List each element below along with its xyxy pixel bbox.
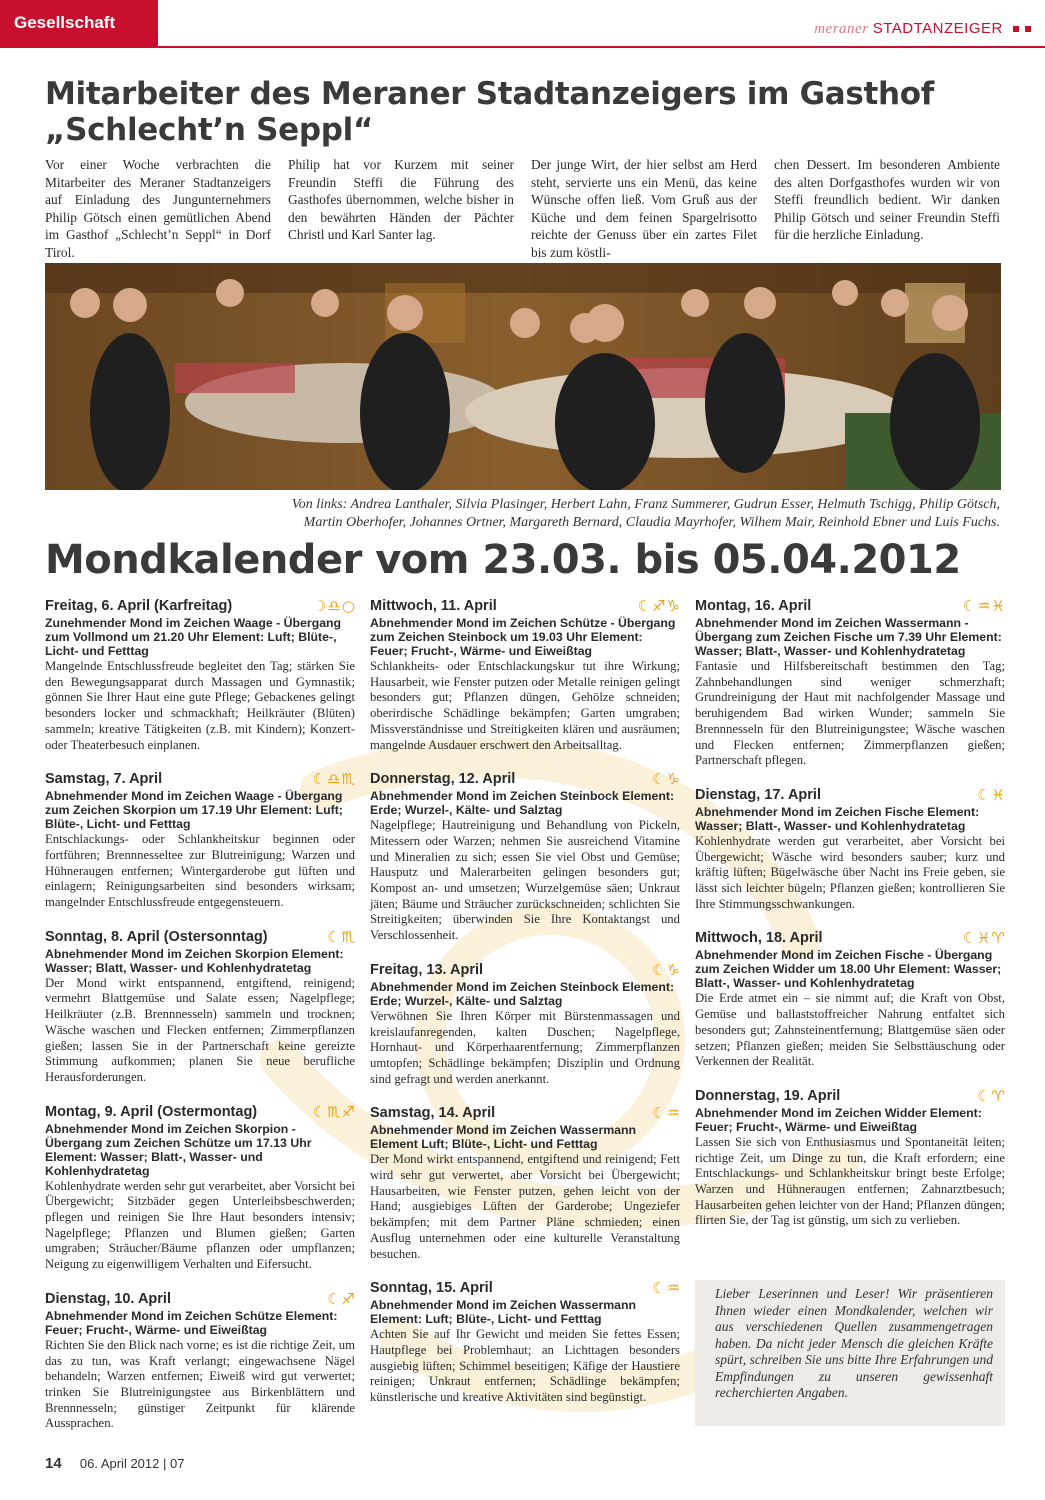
calendar-title: Mondkalender vom 23.03. bis 05.04.2012 <box>45 537 961 583</box>
brand-square-icon <box>1013 26 1019 32</box>
article-title-line1: Mitarbeiter des Meraner Stadtanzeigers im Gasthof <box>45 76 934 112</box>
waning-moon-icon: ☾ <box>977 1086 991 1105</box>
entry-text: Entschlackungs- oder Schlankheitskur beginnen oder fortführen; Brennnesseltee zur Blutreinigung; Warzen und Hühneraugen entfernen; Wintergarderobe gut lüften und einlagern; Reinigungsarbeiten sind besonders wirksam; mangelnder Entschlussfreude entgegensteuern. <box>45 832 355 910</box>
caption-line1: Von links: Andrea Lanthaler, Silvia Plasinger, Herbert Lahn, Franz Summerer, Gudrun Esser, Helmuth Tschigg, Philip Götsch, <box>291 497 1000 512</box>
entry-header <box>695 785 1005 805</box>
calendar-entry <box>45 769 355 911</box>
entry-subtitle: Abnehmender Mond im Zeichen Wassermann Element Luft; Blüte-, Licht- und Fetttag <box>370 1123 637 1152</box>
entry-icons <box>327 929 355 945</box>
article-column-4: chen Dessert. Im besonderen Ambiente des alten Dorfgasthofes wurden wir von Steffi freundlich bedient. Wir danken Philip Götsch und seiner Freundin Steffi für die herzliche Einladung. <box>774 157 1000 243</box>
entry-text: Achten Sie auf Ihr Gewicht und meiden Sie fettes Essen; Hautpflege bei Problemhaut; an Lichttagen besonders ausgiebig lüften; Schimmel beseitigen; Käfige der Haustiere reinigen; Unkraut entfernen; Schädlinge bekämpfen; künstlerische und kreative Aktivitäten sind begünstigt. <box>370 1327 680 1405</box>
aries-icon: ♈ <box>991 929 1005 948</box>
entry-icons <box>327 1291 355 1307</box>
calendar-entry <box>45 596 355 753</box>
entry-text: Richten Sie den Blick nach vorne; es ist die richtige Zeit, um das zu tun, was Kraft verlangt; eingewachsene Nägel behandeln; Warzen entfernen; Eiweiß wird gut verwertet; trinken Sie Blutreinigungstee aus Birkenblättern und Brennnesseln; günstiger Zeitpunkt für klärende Aussprachen. <box>45 1337 355 1431</box>
entry-header <box>370 596 680 616</box>
page-footer <box>45 1455 184 1472</box>
entry-icons <box>963 930 1005 946</box>
waning-moon-icon: ☾ <box>652 960 666 979</box>
entry-text: Die Erde atmet ein – sie nimmt auf; die Kraft von Obst, Gemüse und ballaststoffreicher Nahrung entfaltet sich besonders gut; Zahnsteinentfernung; Blattgemüse säen oder setzen; Pflanzen gießen; meiden Sie Selbsttäuschung oder Verkennen der Realität. <box>695 991 1005 1069</box>
waning-moon-icon: ☾ <box>962 597 977 615</box>
waning-moon-icon: ☾ <box>327 927 341 946</box>
entry-text: Fantasie und Hilfsbereitschaft bestimmen den Tag; Zahnbehandlungen sind weniger schmerzhaft; Grundreinigung der Haut mit nachfolgender Massage und beruhigendem Bad wirken Wunder; sammeln Sie Brennnesseln für den Blutreinigungstee; Wäsche waschen und Flecken entfernen; Zimmerpflanzen gießen; Partnerschaft pflegen. <box>695 659 1005 768</box>
aries-icon: ♈ <box>991 1086 1005 1105</box>
waning-moon-icon: ☾ <box>652 1279 666 1298</box>
waning-moon-icon: ☾ <box>312 770 327 789</box>
waning-moon-icon: ☾ <box>962 929 977 948</box>
header-rule <box>0 46 1045 48</box>
section-tab <box>0 0 158 46</box>
entry-icons <box>977 1088 1005 1104</box>
entry-text: Kohlenhydrate werden sehr gut verarbeitet, aber Vorsicht bei Übergewicht; Sitzbäder gegen Unterleibsbeschwerden; pflegen und reinigen Sie Ihre Haut besonders intensiv; Nagelpflege; Pflanzen und Blumen gießen; Garten umgraben; Sträucher/Bäume pflanzen oder umpflanzen; Neigung zu eigenwilligem Verhalten und Eifersucht. <box>45 1178 355 1272</box>
entry-icons <box>313 771 355 787</box>
photo-caption <box>120 496 1000 532</box>
entry-subtitle: Abnehmender Mond im Zeichen Fische - Übergang zum Zeichen Widder um 18.00 Uhr Element: Wasser; Blatt-, Wasser- und Kohlenhydratetag <box>695 948 1002 991</box>
calendar-entry <box>695 596 1005 769</box>
calendar-entry <box>370 769 680 944</box>
entry-subtitle: Abnehmender Mond im Zeichen Schütze - Übergang zum Zeichen Steinbock um 19.03 Uhr Element: Feuer; Frucht-, Wärme- und Eiweißtag <box>370 616 676 658</box>
entry-date: Samstag, 14. April <box>370 1105 496 1122</box>
calendar-entry <box>695 928 1005 1070</box>
entry-subtitle: Abnehmender Mond im Zeichen Skorpion - Übergang zum Zeichen Schütze um 17.13 Uhr Element: Wasser; Blatt-, Wasser- und Kohlenhydratetag <box>45 1121 312 1178</box>
entry-date: Mittwoch, 18. April <box>695 930 823 947</box>
entry-icons <box>652 1105 680 1121</box>
entry-text: Der Mond wirkt entspannend, entgiftend, reinigend; vermehrt Blattgemüse und Salate essen; Nagelpflege; Heilkräuter (z.B. Brennnesseln) sammeln und trocknen; Wäsche waschen und Flecken entfernen; Zimmerpflanzen gießen; lassen Sie in der Partnerschaft keine gereizte Stimmung aufkommen; planen Sie neue berufliche Herausforderungen. <box>45 975 355 1084</box>
entry-date: Donnerstag, 12. April <box>370 771 516 788</box>
entry-subtitle: Zunehmender Mond im Zeichen Waage - Übergang zum Vollmond um 21.20 Uhr Element: Luft; Blüte-, Licht- und Fetttag <box>45 616 342 658</box>
waxing-moon-icon: ☽ <box>313 597 327 615</box>
brand-square-icon <box>1025 26 1031 32</box>
entry-icons <box>963 598 1005 614</box>
calendar-entry <box>370 960 680 1088</box>
entry-subtitle: Abnehmender Mond im Zeichen Fische Element: Wasser; Blatt-, Wasser- und Kohlenhydratetag <box>695 804 980 833</box>
scorpio-icon: ♏ <box>341 927 355 946</box>
entry-subtitle: Abnehmender Mond im Zeichen Wassermann - Übergang zum Zeichen Fische um 7.39 Uhr Element: Wasser; Blatt-, Wasser- und Kohlenhydratetag <box>695 616 1002 658</box>
entry-text: Kohlenhydrate werden gut verarbeitet, aber Vorsicht bei Übergewicht; Wäsche wird besonders sauber; kurz und kräftig lüften; Bügelwäsche über Nacht ins Freie geben, sie lässt sich leichter bügeln; Pflanzen gießen; kontrollieren Sie Ihre Stimmungsschwankungen. <box>695 833 1005 911</box>
calendar-entry <box>45 1289 355 1432</box>
entry-icons <box>652 1280 680 1296</box>
entry-text: Mangelnde Entschlussfreude begleitet den Tag; stärken Sie den Bewegungsapparat durch Massagen und Gymnastik; gönnen Sie Ihrer Haut eine gute Pflege; Gebackenes gelingt besonders locker und schmackhaft; Heilkräuter (Blüten) sammeln; kreative Tätigkeiten (z.B. mit Kindern); Konzert- oder Theaterbesuch einplanen. <box>45 659 355 752</box>
entry-header <box>45 1102 355 1122</box>
entry-header <box>370 769 680 789</box>
section-label: Gesellschaft <box>14 13 116 32</box>
entry-text: Der Mond wirkt entspannend, entgiftend und reinigend; Fett wird sehr gut verwertet, aber Vorsicht bei Übergewicht; Hausarbeiten, wie Fenster putzen, gehen leicht von der Hand; ausgiebiges Lüften der Garderobe; Ungeziefer bekämpfen; mit dem Partner Pläne schmieden; einen Ausflug unternehmen oder eine kulturelle Veranstaltung besuchen. <box>370 1152 680 1261</box>
waning-moon-icon: ☾ <box>327 1289 341 1308</box>
entry-subtitle: Abnehmender Mond im Zeichen Steinbock Element: Erde; Wurzel-, Kälte- und Salztag <box>370 979 675 1008</box>
caption-line2: Martin Oberhofer, Johannes Ortner, Margareth Bernard, Claudia Mayrhofer, Wilhem Mair, Reinhold Ebner und Luis Fuchs. <box>303 515 1000 530</box>
waning-moon-icon: ☾ <box>312 1102 327 1121</box>
entry-date: Montag, 16. April <box>695 598 812 614</box>
article-column-3: Der junge Wirt, der hier selbst am Herd steht, servierte uns ein Menü, das keine Wünsche offen ließ. Vom Gruß aus der Küche und dem feinen Spargelrisotto reichte der Genuss über ein zartes Filet bis zum köstli- <box>531 157 757 260</box>
entry-subtitle: Abnehmender Mond im Zeichen Schütze Element: Feuer; Frucht-, Wärme- und Eiweißtag <box>45 1308 338 1337</box>
reader-note: Lieber Leserinnen und Leser! Wir präsentieren Ihnen wieder einen Mondkalender, welchen wir aus verschiedenen Quellen zusammengetragen haben. Da nicht jeder Mensch die gleichen Kräfte spürt, schreiben Sie uns bitte Ihre Erfahrungen und Empfindungen zu unseren gewissenhaft recherchierten Angaben. <box>695 1280 1005 1426</box>
calendar-column-3 <box>695 596 1005 1245</box>
entry-date: Donnerstag, 19. April <box>695 1087 841 1104</box>
calendar-entry <box>370 1278 680 1406</box>
entry-icons <box>652 962 680 978</box>
libra-icon: ♎ <box>327 597 341 615</box>
aquarius-icon: ♒ <box>977 597 991 615</box>
brand-caps: STADTANZEIGER <box>872 20 1003 37</box>
entry-text: Nagelpflege; Hautreinigung und Behandlung von Pickeln, Mitessern oder Warzen; nehmen Sie ausreichend Vitamine und Mineralien zu sich; essen Sie viel Obst und Gemüse; Hausputz und Malerarbeiten gelingen besonders gut; Kompost an- und umsetzen; Wurzelgemüse säen; Unkraut jäten; Bäume und Sträucher zurückschneiden; schlichten Sie Streitigkeiten; überwinden Sie Ihre Kontaktangst und Verschlossenheit. <box>370 818 680 943</box>
entry-date: Sonntag, 8. April (Ostersonntag) <box>45 928 268 945</box>
entry-date: Mittwoch, 11. April <box>370 598 497 614</box>
entry-header <box>370 1278 680 1298</box>
entry-date: Freitag, 13. April <box>370 961 484 978</box>
sagittarius-icon: ♐ <box>341 1289 355 1308</box>
waning-moon-icon: ☾ <box>652 1104 666 1123</box>
entry-date: Dienstag, 10. April <box>45 1290 171 1307</box>
entry-date: Samstag, 7. April <box>45 771 163 788</box>
entry-icons <box>313 1104 355 1120</box>
calendar-entry <box>45 927 355 1086</box>
entry-text: Lassen Sie sich von Enthusiasmus und Spontaneität leiten; richtige Zeit, um Dinge zu tun, die Kraft erfordern; eine Entschlackungs- und Schlankheitskur bringt beste Erfolge; Warzen und Hühneraugen entfernen; Zahnarztbesuch; Hausarbeiten gehen leichter von der Hand; Pflanzen düngen; flirten Sie, der Tag ist günstig, um sich zu verlieben. <box>695 1134 1005 1228</box>
capricorn-icon: ♑ <box>666 960 680 979</box>
entry-header <box>45 927 355 947</box>
entry-icons <box>313 598 355 614</box>
entry-subtitle: Abnehmender Mond im Zeichen Steinbock Element: Erde; Wurzel-, Kälte- und Salztag <box>370 789 675 818</box>
sagittarius-icon: ♐ <box>652 597 666 615</box>
group-photo <box>45 263 1001 490</box>
capricorn-icon: ♑ <box>666 770 680 789</box>
entry-subtitle: Abnehmender Mond im Zeichen Widder Element: Feuer; Frucht-, Wärme- und Eiweißtag <box>695 1105 982 1134</box>
entry-header <box>370 1103 680 1123</box>
pisces-icon: ♓ <box>977 929 991 948</box>
brand-italic: meraner <box>814 21 869 37</box>
article-title-line2: „Schlecht’n Seppl“ <box>45 112 374 148</box>
entry-date: Dienstag, 17. April <box>695 786 821 803</box>
full-moon-icon: ○ <box>341 597 355 615</box>
libra-icon: ♎ <box>327 770 341 789</box>
scorpio-icon: ♏ <box>327 1102 341 1121</box>
aquarius-icon: ♒ <box>666 1104 680 1123</box>
entry-header <box>695 1086 1005 1106</box>
brand-logo <box>814 20 1031 38</box>
entry-date: Freitag, 6. April (Karfreitag) <box>45 598 233 614</box>
entry-header <box>45 1289 355 1309</box>
waning-moon-icon: ☾ <box>652 770 666 789</box>
page-number: 14 <box>45 1455 62 1472</box>
calendar-column-2 <box>370 596 680 1422</box>
pisces-icon: ♓ <box>991 785 1005 804</box>
waning-moon-icon: ☾ <box>977 785 991 804</box>
article-column-2: Philip hat vor Kurzem mit seiner Freundin Steffi die Führung des Gasthofes übernommen, welche bisher in den bewährten Händen der Pächter Christl und Karl Santer lag. <box>288 157 514 243</box>
article-column-1: Vor einer Woche verbrachten die Mitarbeiter des Meraner Stadtanzeigers auf Einladung des Jungunternehmers Philip Götsch einen gemütlichen Abend im Gasthof „Schlecht’n Seppl“ in Dorf Tirol. <box>45 157 271 260</box>
entry-icons <box>652 771 680 787</box>
calendar-entry <box>695 785 1005 913</box>
entry-subtitle: Abnehmender Mond im Zeichen Waage - Übergang zum Zeichen Skorpion um 17.19 Uhr Element: Luft; Blüte-, Licht- und Fetttag <box>45 789 343 832</box>
entry-icons <box>638 598 680 614</box>
calendar-entry <box>45 1102 355 1273</box>
entry-date: Montag, 9. April (Ostermontag) <box>45 1103 258 1120</box>
aquarius-icon: ♒ <box>666 1279 680 1298</box>
calendar-entry <box>370 1103 680 1262</box>
entry-icons <box>977 787 1005 803</box>
sagittarius-icon: ♐ <box>341 1102 355 1121</box>
calendar-entry <box>370 596 680 753</box>
calendar-column-1 <box>45 596 355 1448</box>
waning-moon-icon: ☾ <box>637 597 652 615</box>
entry-header <box>695 596 1005 616</box>
entry-header <box>45 769 355 789</box>
entry-header <box>370 960 680 980</box>
entry-subtitle: Abnehmender Mond im Zeichen Wassermann Element: Luft; Blüte-, Licht- und Fetttag <box>370 1298 637 1327</box>
entry-date: Sonntag, 15. April <box>370 1280 493 1297</box>
entry-text: Schlankheits- oder Entschlackungskur tut ihre Wirkung; Hausarbeit, wie Fenster putzen oder Metalle reinigen gelingt besonders gut; Pflanzen düngen, Gehölze schneiden; oberirdische Schädlinge bekämpfen; Garten umgraben; Missverständnisse und Streitigkeiten klären und ausräumen; mangelnde Ausdauer erschwert den Arbeitsalltag. <box>370 659 680 752</box>
entry-subtitle: Abnehmender Mond im Zeichen Skorpion Element: Wasser; Blatt, Wasser- und Kohlenhydratetag <box>45 946 344 975</box>
calendar-entry <box>695 1086 1005 1229</box>
entry-header <box>695 928 1005 948</box>
capricorn-icon: ♑ <box>666 597 680 615</box>
issue-info: 06. April 2012 | 07 <box>79 1456 185 1471</box>
entry-header <box>45 596 355 616</box>
article-title <box>45 76 1005 148</box>
entry-text: Verwöhnen Sie Ihren Körper mit Bürstenmassagen und kreislaufanregenden, kalten Duschen; Nagelpflege, Hornhaut- und Körperhaarentfernung; Zimmerpflanzen umtopfen; Schädlinge bekämpfen; Disziplin und Ordnung sind gefragt und werden anerkannt. <box>370 1008 680 1086</box>
scorpio-icon: ♏ <box>341 770 355 789</box>
pisces-icon: ♓ <box>991 597 1005 615</box>
